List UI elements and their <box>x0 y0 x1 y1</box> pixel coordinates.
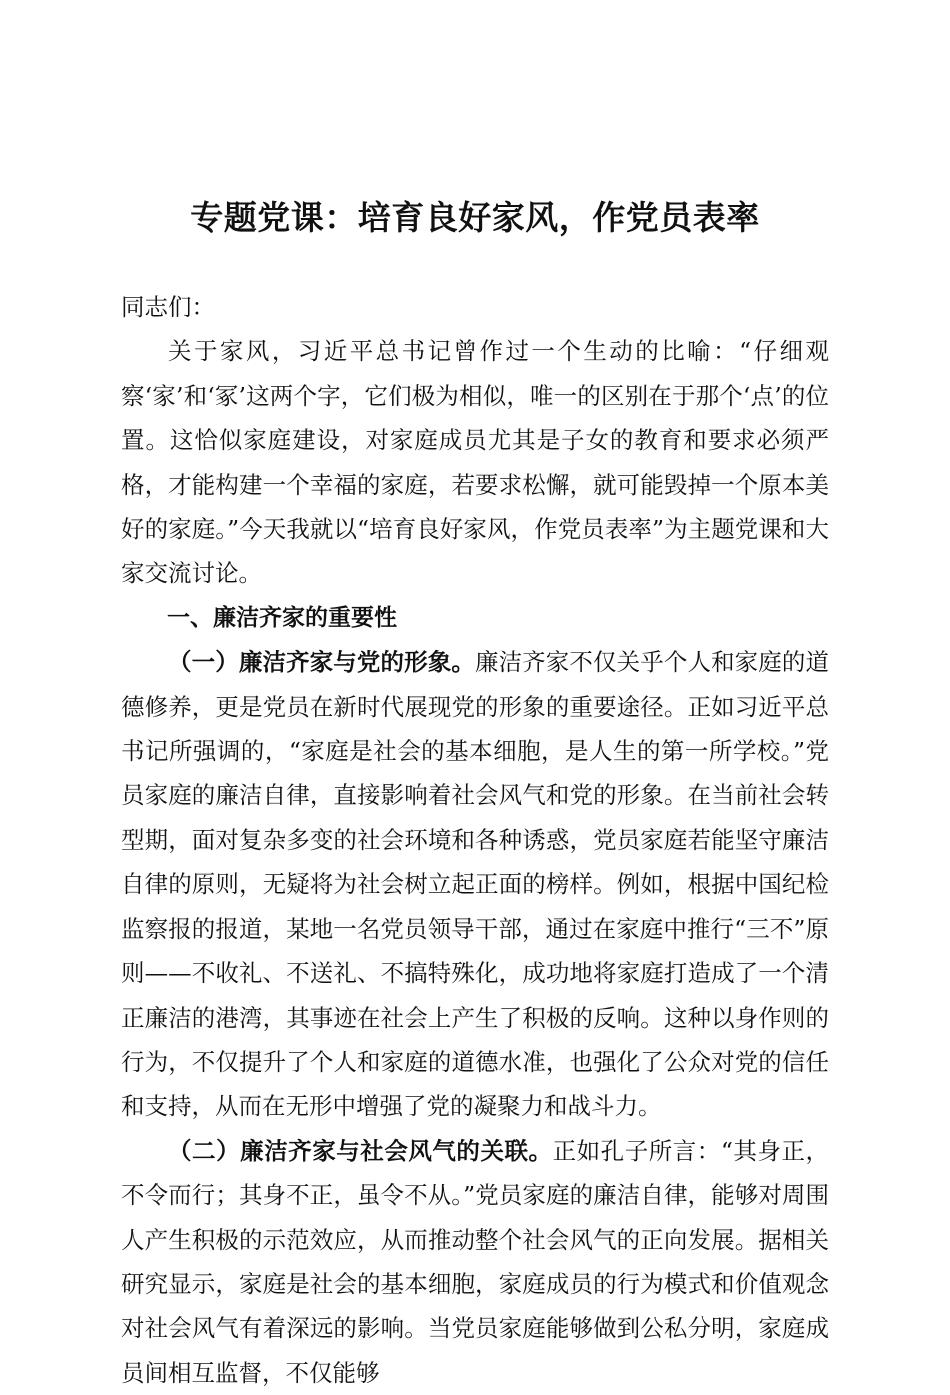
document-title: 专题党课：培育良好家风，作党员表率 <box>190 198 760 237</box>
intro-paragraph: 关于家风，习近平总书记曾作过一个生动的比喻：“仔细观察‘家’和‘冢’这两个字，它们极为相似，唯一的区别在于那个‘点’的位置。这恰似家庭建设，对家庭成员尤其是子女的教育和要求必须严格，才能构建一个幸福的家庭，若要求松懈，就可能毁掉一个原本美好的家庭。”今天我就以“培育良好家风，作党员表率”为主题党课和大家交流讨论。 <box>121 337 829 588</box>
salutation: 同志们： <box>121 293 215 321</box>
subsection-heading: （一）廉洁齐家与党的形象。 <box>168 648 475 677</box>
subsection-heading: （二）廉洁齐家与社会风气的关联。 <box>168 1136 553 1165</box>
paragraph-2 <box>121 1129 829 1395</box>
section-heading: 一、廉洁齐家的重要性 <box>167 604 397 631</box>
document-body <box>121 285 829 1395</box>
paragraph-text: 廉洁齐家不仅关乎个人和家庭的道德修养，更是党员在新时代展现党的形象的重要途径。正如习近平总书记所强调的，“家庭是社会的基本细胞，是人生的第一所学校。”党员家庭的廉洁自律，直接影响着社会风气和党的形象。在当前社会转型期，面对复杂多变的社会环境和各种诱惑，党员家庭若能坚守廉洁自律的原则，无疑将为社会树立起正面的榜样。例如，根据中国纪检监察报的报道，某地一名党员领导干部，通过在家庭中推行“三不”原则——不收礼、不送礼、不搞特殊化，成功地将家庭打造成了一个清正廉洁的港湾，其事迹在社会上产生了积极的反响。这种以身作则的行为，不仅提升了个人和家庭的道德水准，也强化了公众对党的信任和支持，从而在无形中增强了党的凝聚力和战斗力。 <box>121 648 830 1121</box>
paragraph-text: 正如孔子所言：“其身正，不令而行；其身不正，虽令不从。”党员家庭的廉洁自律，能够对周围人产生积极的示范效应，从而推动整个社会风气的正向发展。据相关研究显示，家庭是社会的基本细胞，家庭成员的行为模式和价值观念对社会风气有着深远的影响。当党员家庭能够做到公私分明，家庭成员间相互监督，不仅能够 <box>121 1136 830 1387</box>
paragraph-1 <box>121 640 829 1128</box>
